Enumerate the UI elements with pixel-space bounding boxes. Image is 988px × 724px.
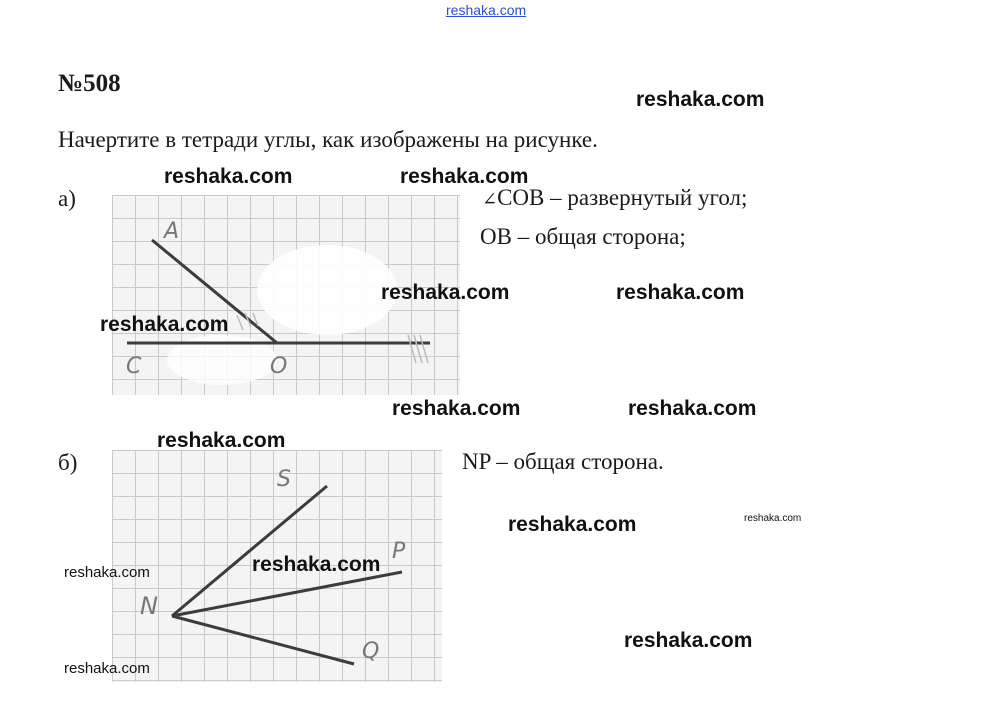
watermark: reshaka.com — [628, 397, 757, 420]
point-c-label: C — [126, 354, 142, 379]
ray-nq — [172, 616, 354, 664]
site-link[interactable]: reshaka.com — [446, 2, 527, 18]
point-o-label: O — [270, 354, 288, 379]
watermark: reshaka.com — [636, 88, 765, 111]
watermark: reshaka.com — [100, 313, 229, 336]
point-s-label: S — [277, 467, 291, 492]
part-a-line1-text: COB – развернутый угол; — [497, 185, 748, 210]
watermark: reshaka.com — [392, 397, 521, 420]
part-a-line2: OB – общая сторона; — [480, 224, 686, 249]
part-b-line1: NP – общая сторона. — [462, 449, 664, 474]
exercise-task: Начертите в тетради углы, как изображены на рисунке. — [58, 127, 598, 152]
watermark: reshaka.com — [508, 513, 637, 536]
watermark: reshaka.com — [164, 165, 293, 188]
point-p-label: P — [392, 539, 406, 564]
watermark: reshaka.com — [624, 629, 753, 652]
watermark: reshaka.com — [64, 660, 150, 677]
point-a-label: A — [164, 219, 180, 244]
point-n-label: N — [140, 592, 158, 620]
watermark: reshaka.com — [157, 429, 286, 452]
angle-symbol: ∠ — [482, 189, 498, 209]
ray-ns — [172, 486, 327, 616]
watermark: reshaka.com — [381, 281, 510, 304]
part-a-label: а) — [58, 186, 76, 211]
exercise-number: №508 — [58, 70, 121, 97]
watermark: reshaka.com — [64, 564, 150, 581]
ray-np — [172, 572, 402, 616]
watermark: reshaka.com — [616, 281, 745, 304]
part-b-label: б) — [58, 450, 78, 475]
watermark: reshaka.com — [252, 553, 381, 576]
watermark: reshaka.com — [744, 513, 802, 524]
watermark: reshaka.com — [400, 165, 529, 188]
point-q-label: Q — [362, 639, 380, 664]
